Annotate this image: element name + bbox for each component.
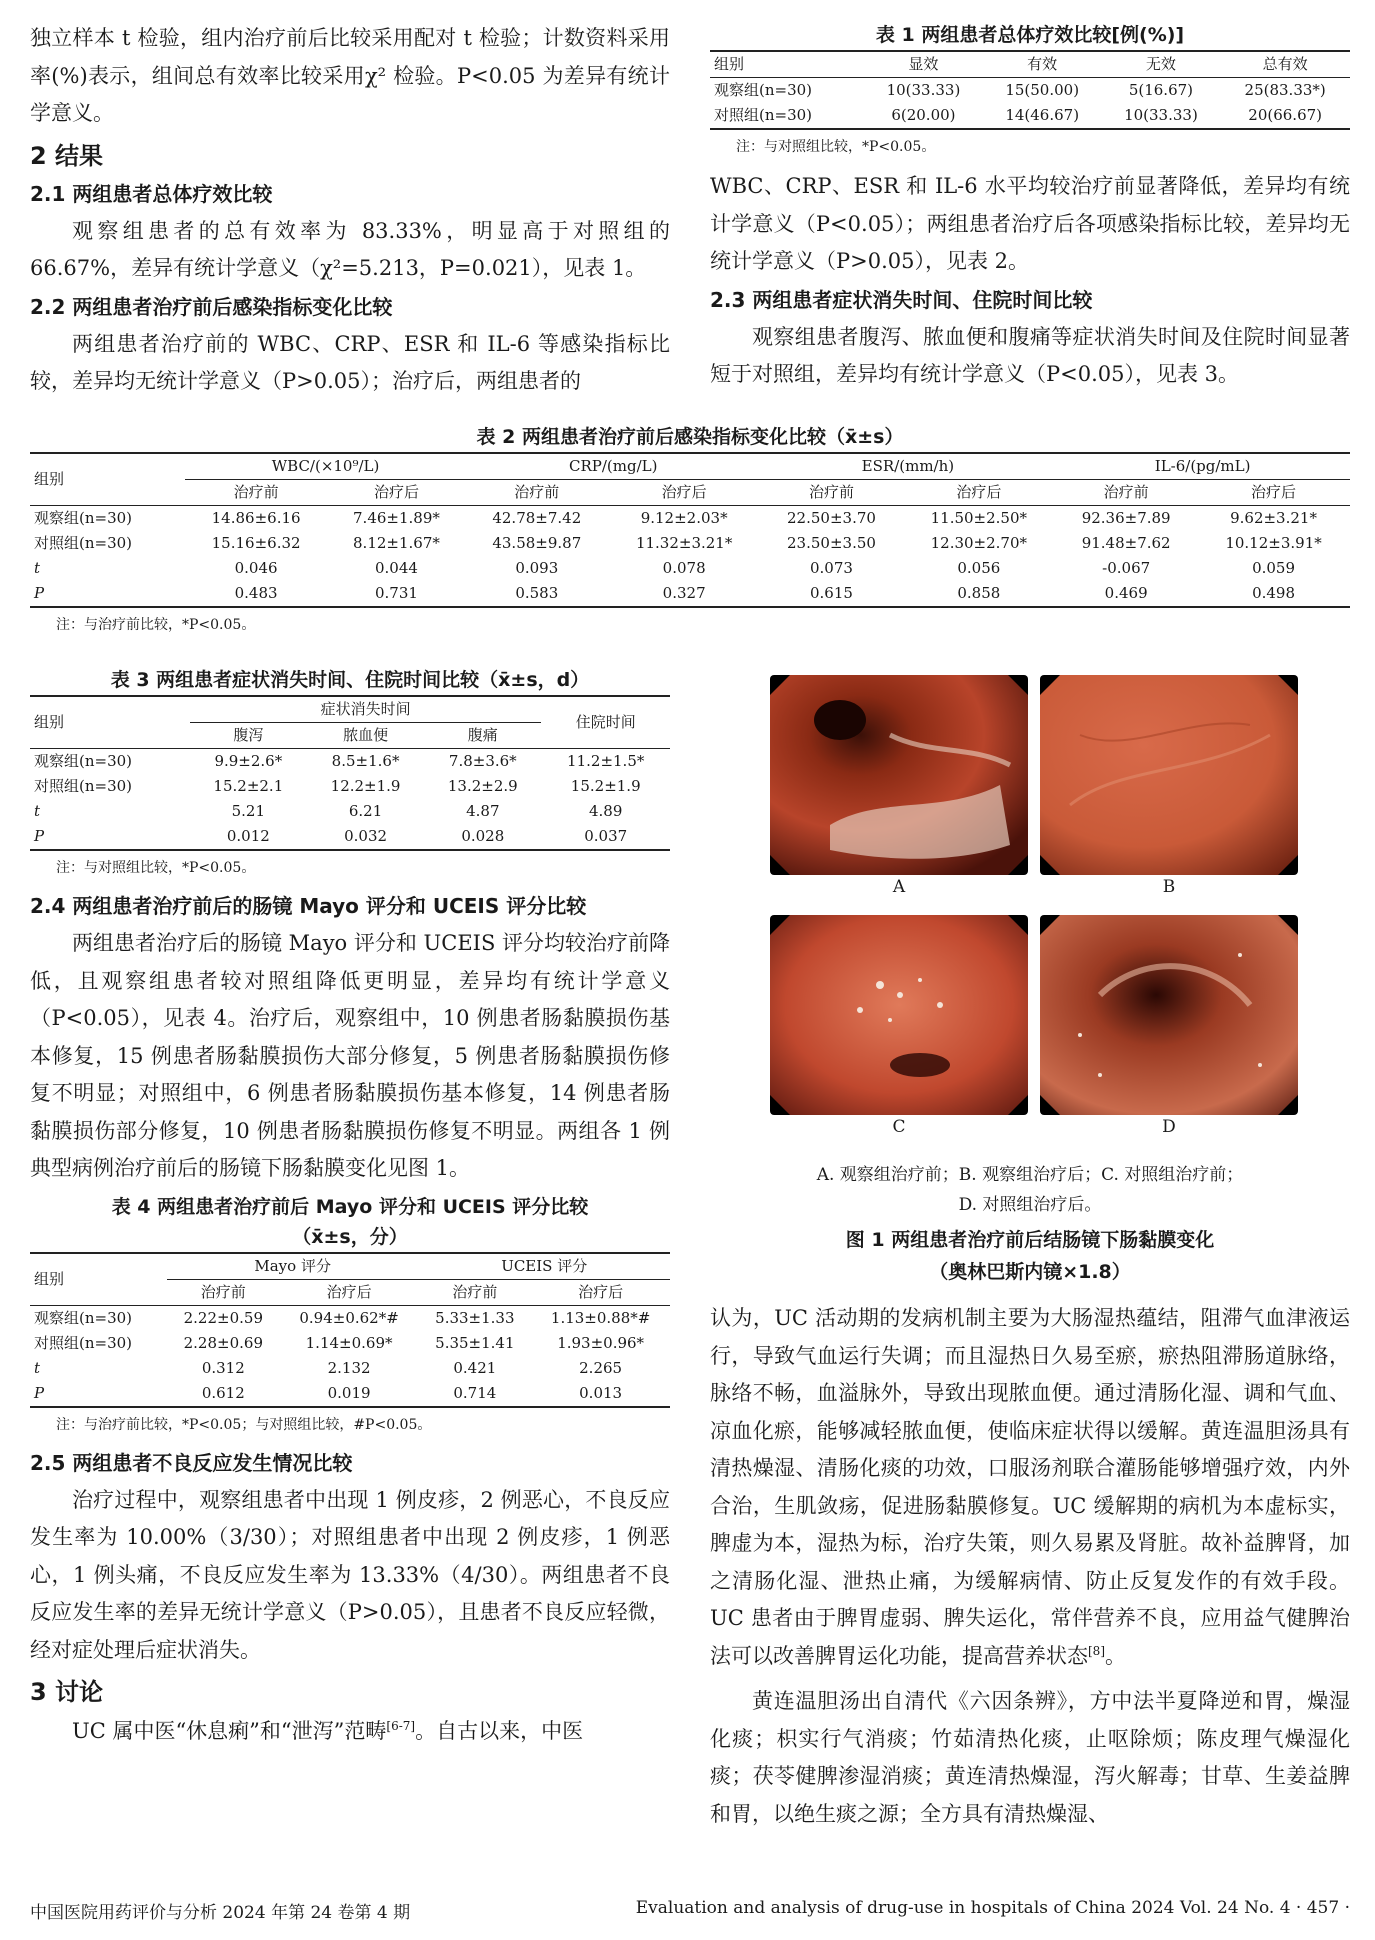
table-cell: 9.12±2.03* xyxy=(640,509,728,527)
citation-ref[interactable]: [6-7] xyxy=(386,1719,416,1733)
table-cell: t xyxy=(34,1358,41,1377)
table-cell: 0.019 xyxy=(280,1381,419,1407)
table-cell: 0.056 xyxy=(957,559,1001,577)
table1 xyxy=(710,50,1350,130)
table-header-cell: 治疗后 xyxy=(531,1279,670,1305)
table-row xyxy=(30,581,1350,607)
table-cell: 11.2±1.5* xyxy=(567,752,645,770)
table-cell: 22.50±3.70 xyxy=(787,509,876,527)
table-cell: 15.2±1.9 xyxy=(570,777,641,795)
table-cell: 0.327 xyxy=(608,581,761,607)
table-cell: 观察组(n=30) xyxy=(714,81,813,99)
table-cell: 1.13±0.88*# xyxy=(550,1308,651,1327)
table-row xyxy=(30,1381,670,1407)
table3-header-row xyxy=(30,696,670,723)
paragraph-2-2-continued: WBC、CRP、ESR 和 IL-6 水平均较治疗前显著降低，差异均有统计学意义（P<0.05）；两组患者治疗后各项感染指标比较，差异均无统计学意义（P>0.05），见表 2。 xyxy=(710,174,1350,273)
table-row xyxy=(710,78,1350,104)
table-cell: 0.858 xyxy=(902,581,1055,607)
table-cell: 15.16±6.32 xyxy=(211,534,301,552)
table-header-cell: 住院时间 xyxy=(541,696,670,749)
subsection-heading-2-2: 2.2 两组患者治疗前后感染指标变化比较 xyxy=(30,294,393,319)
table-cell: t xyxy=(34,559,41,577)
table-cell: 7.8±3.6* xyxy=(448,752,517,770)
table1-header-row xyxy=(710,51,1350,78)
table-cell: 14.86±6.16 xyxy=(211,509,301,527)
table-row xyxy=(30,506,1350,532)
methods-paragraph-end: 独立样本 t 检验，组内治疗前后比较采用配对 t 检验；计数资料采用率(%)表示，组间总有效率比较采用χ² 检验。P<0.05 为差异有统计学意义。 xyxy=(30,26,670,125)
footer-journal-en: Evaluation and analysis of drug-use in hospitals of China 2024 Vol. 24 No. 4 · 457 · xyxy=(635,1898,1350,1918)
subsection-heading-2-3: 2.3 两组患者症状消失时间、住院时间比较 xyxy=(710,287,1093,312)
table-row xyxy=(30,1356,670,1381)
table-header-cell: 治疗后 xyxy=(280,1279,419,1305)
table-row xyxy=(30,749,670,775)
table-cell: 对照组(n=30) xyxy=(710,103,864,129)
table-cell: P xyxy=(30,581,185,607)
section-heading-discussion: 3 讨论 xyxy=(30,1678,104,1706)
table-header-cell: 治疗前 xyxy=(761,480,903,506)
table-cell: 4.87 xyxy=(466,802,500,820)
paragraph-2-2: 两组患者治疗前的 WBC、CRP、ESR 和 IL-6 等感染指标比较，差异均无统计学意义（P>0.05）；治疗后，两组患者的 xyxy=(30,331,670,393)
table-header-cell: IL-6/(pg/mL) xyxy=(1055,453,1350,480)
table-cell: 1.93±0.96* xyxy=(557,1333,645,1352)
table-cell: 14(46.67) xyxy=(983,103,1102,129)
table-cell: t xyxy=(34,802,41,820)
table4-header-row xyxy=(30,1253,670,1280)
table4-caption: 表 4 两组患者治疗前后 Mayo 评分和 UCEIS 评分比较 xyxy=(111,1195,589,1218)
table-header-cell: 治疗后 xyxy=(1197,480,1350,506)
table-cell: 12.2±1.9 xyxy=(330,777,401,795)
table-header-cell: 无效 xyxy=(1102,51,1221,78)
table-cell: 对照组(n=30) xyxy=(34,1333,133,1352)
endoscopy-photo-b xyxy=(1040,675,1298,875)
table-cell: 对照组(n=30) xyxy=(34,777,133,795)
endoscopy-photo-c xyxy=(770,915,1028,1115)
table-cell: 0.013 xyxy=(531,1381,670,1407)
table-header-cell: 治疗后 xyxy=(608,480,761,506)
paragraph-discussion-1 xyxy=(710,1300,1350,1675)
table-cell: 8.5±1.6* xyxy=(331,752,400,770)
paragraph-2-5: 治疗过程中，观察组患者中出现 1 例皮疹，2 例恶心，不良反应发生率为 10.00%（3/30）；对照组患者中出现 2 例皮疹，1 例恶心，1 例头痛，不良反应发生率为 13.33%（4/30）。两组患者不良反应发生率的差异无统计学意义（P>0.05），且患者不良反应轻微，经对症处理后症状消失。 xyxy=(30,1487,670,1662)
table-cell: 43.58±9.87 xyxy=(492,534,582,552)
table2-caption: 表 2 两组患者治疗前后感染指标变化比较（x̄±s） xyxy=(476,426,904,448)
table-cell: 15.2±2.1 xyxy=(213,777,284,795)
endoscopy-photo-d xyxy=(1040,915,1298,1115)
table-cell: P xyxy=(30,1381,167,1407)
table-cell: 13.2±2.9 xyxy=(447,777,518,795)
table2-block xyxy=(30,422,1350,646)
table-cell: 0.046 xyxy=(234,559,278,577)
table-cell: 0.469 xyxy=(1055,581,1197,607)
table-header-cell: 症状消失时间 xyxy=(190,696,542,723)
table3-caption: 表 3 两组患者症状消失时间、住院时间比较（x̄±s，d） xyxy=(110,669,590,691)
photo-label-c: C xyxy=(892,1117,906,1137)
photo-label-b: B xyxy=(1162,877,1176,897)
table-header-cell: UCEIS 评分 xyxy=(418,1253,670,1280)
paragraph-discussion-2: 黄连温胆汤出自清代《六因条辨》，方中法半夏降逆和胃，燥湿化痰；枳实行气消痰；竹茹清热化痰，止呕除烦；陈皮理气燥湿化痰；茯苓健脾渗湿消痰；黄连清热燥湿，泻火解毒；甘草、生姜益脾和胃，以绝生痰之源；全方具有清热燥湿、 xyxy=(710,1689,1350,1826)
table-header-cell: 治疗后 xyxy=(902,480,1055,506)
table-cell: 0.059 xyxy=(1252,559,1296,577)
table-row xyxy=(30,1331,670,1356)
table-cell: 0.583 xyxy=(466,581,608,607)
table-cell: 2.28±0.69 xyxy=(183,1333,263,1352)
footer-journal-cn: 中国医院用药评价与分析 2024 年第 24 卷第 4 期 xyxy=(30,1903,411,1923)
table-row xyxy=(30,824,670,850)
table-cell: 11.50±2.50* xyxy=(930,509,1028,527)
table-header-cell: 腹痛 xyxy=(424,723,541,749)
table-cell: 0.032 xyxy=(307,824,424,850)
citation-ref[interactable]: [8] xyxy=(1088,1643,1105,1658)
right-column-bottom xyxy=(710,665,1350,1833)
table-cell: 0.028 xyxy=(424,824,541,850)
table-cell: 6.21 xyxy=(348,802,383,820)
table-cell: 15(50.00) xyxy=(1005,81,1080,99)
table-cell: 92.36±7.89 xyxy=(1081,509,1171,527)
table-header-cell: 治疗前 xyxy=(167,1279,280,1305)
table-cell: 23.50±3.50 xyxy=(787,534,876,552)
table-header-cell: 治疗前 xyxy=(1055,480,1197,506)
table-header-cell: 脓血便 xyxy=(307,723,424,749)
table-row xyxy=(30,799,670,824)
table-cell: 11.32±3.21* xyxy=(635,534,733,552)
table-cell: 观察组(n=30) xyxy=(34,752,133,770)
table-row xyxy=(710,103,1350,129)
table-cell: 0.731 xyxy=(327,581,466,607)
table-header-cell: 治疗前 xyxy=(418,1279,531,1305)
table2-header-row xyxy=(30,453,1350,480)
table-cell: 2.22±0.59 xyxy=(183,1308,263,1327)
table-header-cell: CRP/(mg/L) xyxy=(466,453,761,480)
table-cell: 0.073 xyxy=(810,559,853,577)
table-header-cell: ESR/(mm/h) xyxy=(761,453,1056,480)
table-cell: 0.421 xyxy=(453,1358,497,1377)
table4 xyxy=(30,1252,670,1408)
paragraph-3-text: UC 属中医“休息痢”和“泄泻”范畴 xyxy=(72,1719,387,1743)
photo-label-d: D xyxy=(1162,1117,1176,1137)
table-cell: 4.89 xyxy=(589,802,623,820)
section-heading-results: 2 结果 xyxy=(30,141,104,170)
table3 xyxy=(30,695,670,851)
figure1-legend-line2: D. 对照组治疗后。 xyxy=(958,1195,1102,1215)
table-header-cell: 有效 xyxy=(983,51,1102,78)
subsection-heading-2-1: 2.1 两组患者总体疗效比较 xyxy=(30,181,273,206)
table-header-cell: 组别 xyxy=(30,1253,167,1306)
photo-label-a: A xyxy=(892,877,906,897)
paragraph-discussion-1-end: 。 xyxy=(1105,1643,1126,1668)
table-cell: 2.132 xyxy=(327,1358,371,1377)
table-cell: 对照组(n=30) xyxy=(34,534,133,552)
table1-caption: 表 1 两组患者总体疗效比较[例(%)] xyxy=(875,24,1185,46)
table-cell: 20(66.67) xyxy=(1220,103,1350,129)
table-cell: 9.9±2.6* xyxy=(214,752,283,770)
table-header-cell: WBC/(×10⁹/L) xyxy=(185,453,466,480)
table-cell: 观察组(n=30) xyxy=(34,1308,133,1327)
table-cell: 0.037 xyxy=(541,824,670,850)
table-cell: 6(20.00) xyxy=(864,103,983,129)
figure1-grid xyxy=(710,665,1350,1160)
table-cell: 5.21 xyxy=(231,802,266,820)
table1-note: 注：与对照组比较，*P<0.05。 xyxy=(736,139,936,155)
table-cell: 91.48±7.62 xyxy=(1081,534,1171,552)
table-header-cell: 治疗前 xyxy=(466,480,608,506)
table-row xyxy=(30,1305,670,1331)
table-cell: 0.044 xyxy=(374,559,418,577)
paragraph-3 xyxy=(30,1713,670,1751)
subsection-heading-2-4: 2.4 两组患者治疗前后的肠镜 Mayo 评分和 UCEIS 评分比较 xyxy=(30,894,587,918)
table-row xyxy=(30,531,1350,556)
table-cell: 42.78±7.42 xyxy=(492,509,582,527)
left-column-top xyxy=(30,20,670,401)
paragraph-2-4: 两组患者治疗后的肠镜 Mayo 评分和 UCEIS 评分均较治疗前降低，且观察组患者较对照组降低更明显，差异均有统计学意义（P<0.05），见表 4。治疗后，观察组中，10 例患者肠黏膜损伤基本修复，15 例患者肠黏膜损伤大部分修复，5 例患者肠黏膜损伤修复不明显；对照组中，6 例患者肠黏膜损伤基本修复，14 例患者肠黏膜损伤部分修复，10 例患者肠黏膜损伤修复不明显。两组各 1 例典型病例治疗前后的肠镜下肠黏膜变化见图 1。 xyxy=(30,931,671,1180)
table-cell: 0.714 xyxy=(418,1381,531,1407)
paragraph-2-1: 观察组患者的总有效率为 83.33%，明显高于对照组的 66.67%，差异有统计学意义（χ²=5.213，P=0.021），见表 1。 xyxy=(30,218,670,280)
table-cell: 10(33.33) xyxy=(1102,103,1221,129)
table-header-cell: 显效 xyxy=(864,51,983,78)
paragraph-3-text-end: 。自古以来，中医 xyxy=(415,1719,584,1743)
table-row xyxy=(30,556,1350,581)
table-cell: 0.94±0.62*# xyxy=(299,1308,399,1327)
table-cell: 5.35±1.41 xyxy=(435,1333,515,1352)
table-cell: 12.30±2.70* xyxy=(930,534,1028,552)
table-header-cell: 组别 xyxy=(710,51,864,78)
table-cell: 0.078 xyxy=(662,559,706,577)
table-header-cell: 组别 xyxy=(30,696,190,749)
figure1-legend-line1: A. 观察组治疗前；B. 观察组治疗后；C. 对照组治疗前； xyxy=(816,1165,1244,1185)
subsection-heading-2-5: 2.5 两组患者不良反应发生情况比较 xyxy=(30,1450,353,1475)
endoscopy-photo-a xyxy=(770,675,1028,875)
left-column-bottom xyxy=(30,665,670,1751)
table-header-cell: Mayo 评分 xyxy=(167,1253,419,1280)
table3-note: 注：与对照组比较，*P<0.05。 xyxy=(56,860,256,876)
table-header-cell: 腹泻 xyxy=(190,723,307,749)
table-cell: 25(83.33*) xyxy=(1244,81,1326,99)
table-cell: 5(16.67) xyxy=(1128,81,1194,99)
table-cell: 10(33.33) xyxy=(886,81,961,99)
table4-caption-units: （x̄±s，分） xyxy=(292,1225,408,1248)
figure1-title: 图 1 两组患者治疗前后结肠镜下肠黏膜变化 xyxy=(845,1229,1215,1251)
table-cell: 2.265 xyxy=(579,1358,623,1377)
table-cell: 1.14±0.69* xyxy=(305,1333,393,1352)
paragraph-discussion-1-text: 认为，UC 活动期的发病机制主要为大肠湿热蕴结，阻滞气血津液运行，导致气血运行失调；而且湿热日久易至瘀，瘀热阻滞肠道脉络，脉络不畅，血溢脉外，导致出现脓血便。通过清肠化湿、调和气血、凉血化瘀，能够减轻脓血便，使临床症状得以缓解。黄连温胆汤具有清热燥湿、清肠化痰的功效，口服汤剂联合灌肠能够增强疗效，内外合治，生肌敛疡，促进肠黏膜修复。UC 缓解期的病机为本虚标实，脾虚为本，湿热为标，治疗失策，则久易累及肾脏。故补益脾肾，加之清肠化湿、泄热止痛，为缓解病情、防止反复发作的有效手段。UC 患者由于脾胃虚弱、脾失运化，常伴营养不良，应用益气健脾治法可以改善脾胃运化功能，提高营养状态 xyxy=(710,1306,1350,1668)
paragraph-2-3: 观察组患者腹泻、脓血便和腹痛等症状消失时间及住院时间显著短于对照组，差异均有统计学意义（P<0.05），见表 3。 xyxy=(710,324,1350,386)
table-header-cell: 治疗前 xyxy=(185,480,327,506)
table-cell: 观察组(n=30) xyxy=(34,509,133,527)
table-cell: 0.615 xyxy=(761,581,903,607)
table-cell: 0.498 xyxy=(1197,581,1350,607)
table2-note: 注：与治疗前比较，*P<0.05。 xyxy=(56,617,256,633)
table-cell: 5.33±1.33 xyxy=(435,1308,515,1327)
table-cell: 8.12±1.67* xyxy=(353,534,440,552)
figure1-title-magnification: （奥林巴斯内镜×1.8） xyxy=(929,1261,1131,1283)
table-cell: -0.067 xyxy=(1102,559,1151,577)
table-cell: 0.312 xyxy=(201,1358,245,1377)
table-cell: 0.483 xyxy=(185,581,327,607)
table-cell: 0.093 xyxy=(515,559,559,577)
table-cell: 9.62±3.21* xyxy=(1230,509,1317,527)
table-cell: 0.612 xyxy=(167,1381,280,1407)
table-cell: 10.12±3.91* xyxy=(1225,534,1322,552)
table-cell: P xyxy=(30,824,190,850)
table-header-cell: 总有效 xyxy=(1220,51,1350,78)
table-header-cell: 组别 xyxy=(30,453,185,506)
right-column-top xyxy=(710,20,1350,394)
table-header-cell: 治疗后 xyxy=(327,480,466,506)
table2-subheader-row xyxy=(30,480,1350,506)
table-cell: 0.012 xyxy=(190,824,307,850)
table2 xyxy=(30,452,1350,608)
table-row xyxy=(30,774,670,799)
table-cell: 7.46±1.89* xyxy=(353,509,440,527)
table4-note: 注：与治疗前比较，*P<0.05；与对照组比较，#P<0.05。 xyxy=(56,1416,432,1433)
